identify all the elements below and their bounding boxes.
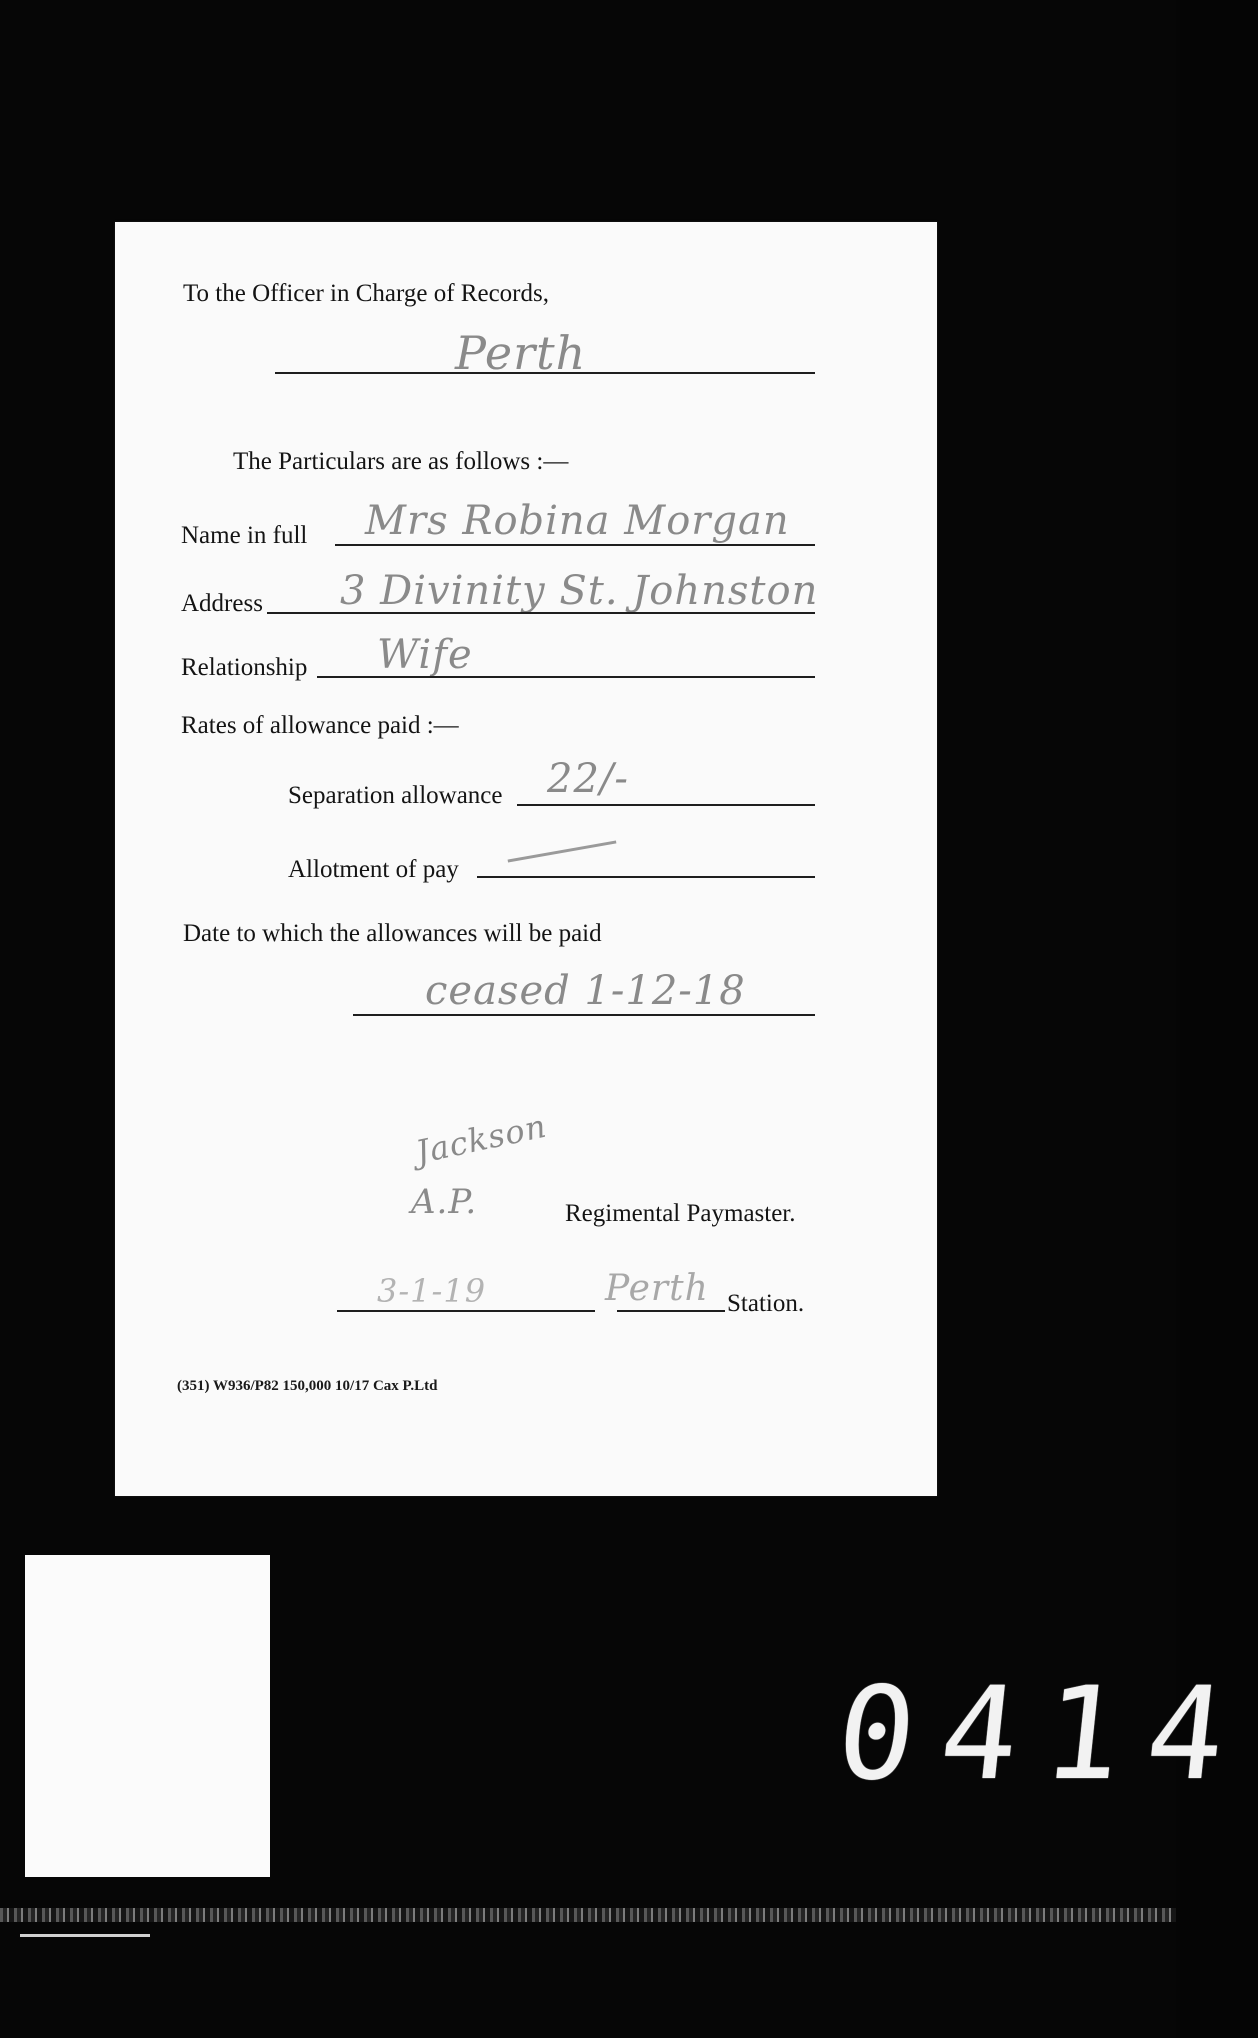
address-label: Address [181, 590, 263, 617]
name-rule [335, 544, 815, 546]
paymaster-initials: A.P. [411, 1182, 478, 1222]
allotment-dash-mark [508, 840, 617, 862]
paymaster-signature: Jackson [412, 1106, 551, 1172]
place-rule [275, 372, 815, 374]
address-value: 3 Divinity St. Johnston [340, 568, 819, 614]
paymaster-label: Regimental Paymaster. [565, 1200, 796, 1227]
name-value: Mrs Robina Morgan [365, 498, 790, 544]
separation-label: Separation allowance [288, 782, 503, 809]
to-officer-line: To the Officer in Charge of Records, [183, 280, 549, 307]
frame-number: 0414 [830, 1660, 1258, 1809]
particulars-heading: The Particulars are as follows :— [233, 448, 569, 475]
relationship-label: Relationship [181, 654, 308, 681]
separation-rule [517, 804, 815, 806]
rates-heading: Rates of allowance paid :— [181, 712, 459, 739]
relationship-value: Wife [377, 632, 473, 678]
relationship-rule [317, 676, 815, 678]
allotment-rule [477, 876, 815, 878]
station-label: Station. [727, 1290, 805, 1317]
date-value: ceased 1-12-18 [425, 968, 746, 1014]
form-footer-code: (351) W936/P82 150,000 10/17 Cax P.Ltd [177, 1378, 438, 1394]
separation-value: 22/- [547, 756, 629, 802]
date-rule [353, 1014, 815, 1016]
station-date: 3-1-19 [377, 1272, 487, 1310]
station-place-rule [617, 1310, 725, 1312]
place-handwritten: Perth [455, 326, 587, 380]
blank-target-card [25, 1555, 270, 1877]
allowance-form [115, 222, 937, 1496]
station-date-rule [337, 1310, 595, 1312]
film-edge-strip [0, 1908, 1176, 1922]
film-edge-line [20, 1934, 150, 1937]
address-rule [267, 612, 815, 614]
name-label: Name in full [181, 522, 308, 549]
station-place: Perth [605, 1268, 709, 1309]
date-heading: Date to which the allowances will be paid [183, 920, 602, 947]
allotment-label: Allotment of pay [288, 856, 459, 883]
